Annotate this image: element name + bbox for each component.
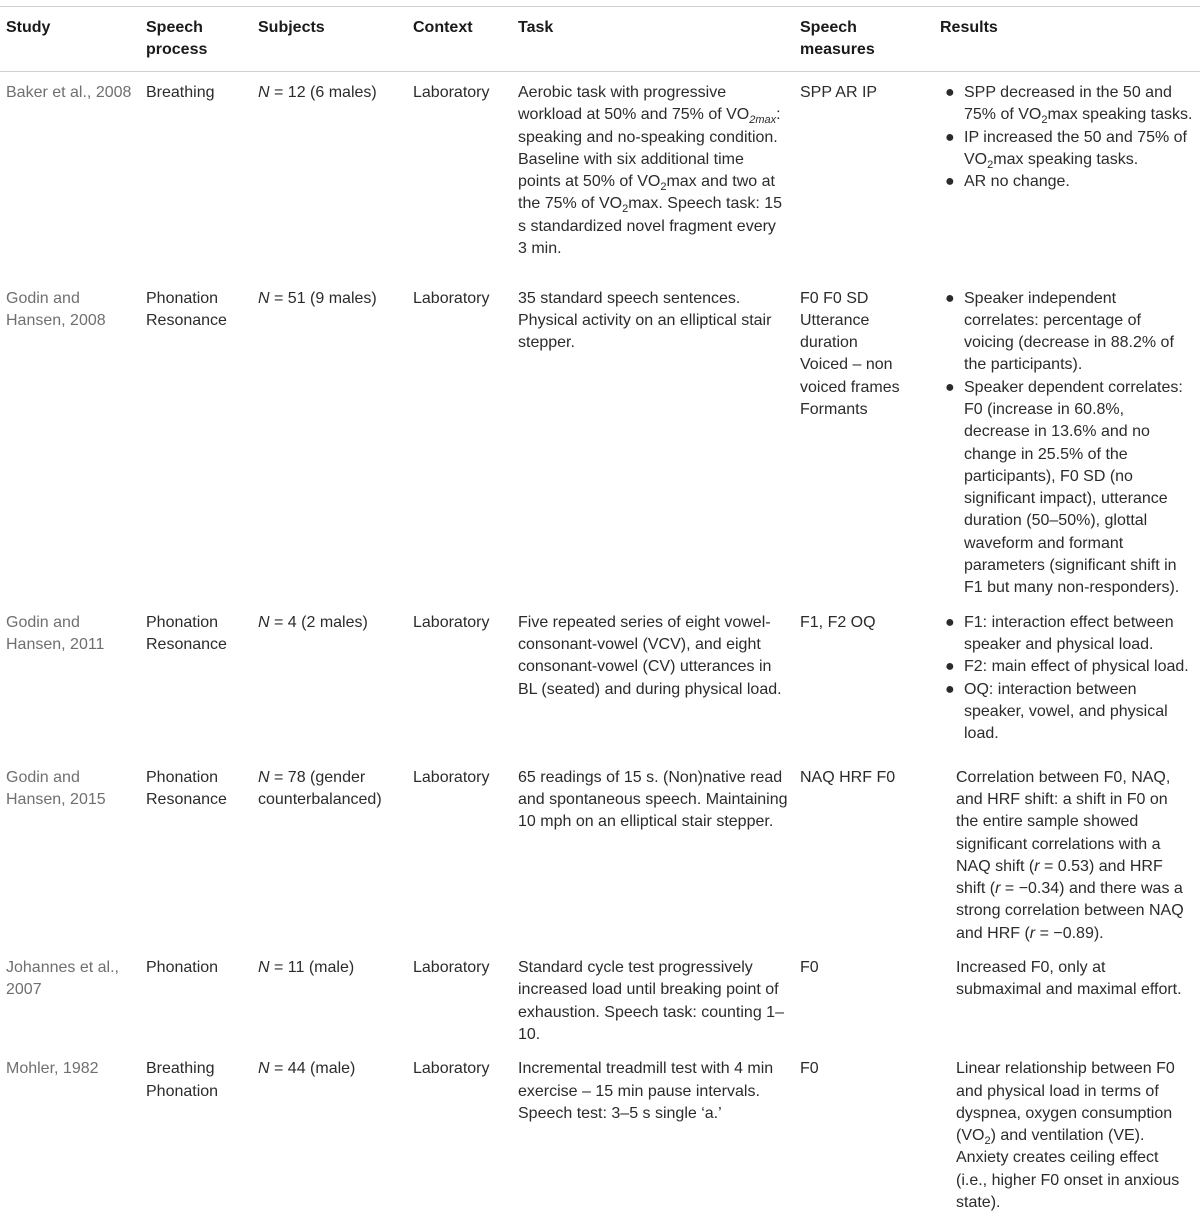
measure-item: NAQ HRF F0 (800, 767, 928, 789)
context-cell: Laboratory (407, 278, 512, 602)
header-context: Context (407, 7, 512, 72)
results-cell (934, 72, 1200, 278)
measure-item: SPP AR IP (800, 82, 928, 104)
n-symbol: N (258, 84, 270, 101)
results-cell (934, 602, 1200, 757)
subjects-cell (252, 602, 407, 757)
speech-process-item: Breathing (146, 82, 246, 104)
measure-item: F0 (800, 957, 928, 979)
results-cell (934, 947, 1200, 1048)
subscript: 2 (622, 204, 628, 216)
result-text: Increased F0, only at submaximal and maximal effort. (940, 957, 1194, 1002)
results-list (940, 288, 1194, 600)
speech-measures-cell (794, 72, 934, 278)
speech-measures-cell (794, 757, 934, 947)
result-text: SPP decreased in the 50 and 75% of VO (964, 84, 1172, 123)
study-cell: Johannes et al., 2007 (0, 947, 140, 1048)
header-subjects: Subjects (252, 7, 407, 72)
result-item (940, 288, 1194, 377)
result-text: Speaker independent correlates: percentage of voicing (decrease in 88.2% of the participants). (964, 290, 1174, 374)
speech-process-item: Phonation (146, 1081, 246, 1103)
result-text (940, 767, 1194, 945)
results-cell (934, 278, 1200, 602)
measure-item: F0 (800, 1058, 928, 1080)
context-cell: Laboratory (407, 1048, 512, 1216)
subjects-text: = 78 (gender counterbalanced) (258, 769, 382, 808)
results-cell (934, 1048, 1200, 1216)
study-cell: Godin and Hansen, 2015 (0, 757, 140, 947)
study-table (0, 6, 1200, 1216)
result-text: AR no change. (964, 173, 1070, 190)
subjects-text: = 11 (male) (270, 959, 355, 976)
speech-process-cell (140, 72, 252, 278)
speech-process-item: Phonation (146, 612, 246, 634)
context-cell: Laboratory (407, 757, 512, 947)
subscript: 2max (749, 114, 776, 126)
bullet-icon: ● (945, 127, 955, 149)
subjects-cell (252, 1048, 407, 1216)
task-text: max and two at the 75% of VO (518, 173, 775, 212)
speech-process-item: Resonance (146, 310, 246, 332)
measure-item: Voiced – non voiced frames (800, 354, 928, 399)
context-cell: Laboratory (407, 602, 512, 757)
task-text: : speaking and no-speaking condition. Baseline with six additional time points at 50% of VO (518, 106, 781, 190)
result-text-part: Correlation between F0, NAQ, and HRF shift: a shift in F0 on the entire sample showed significant correlations with a NAQ shift ( (956, 769, 1170, 875)
task-cell: Incremental treadmill test with 4 min exercise – 15 min pause intervals. Speech test: 3–5 s single ‘a.’ (512, 1048, 794, 1216)
study-cell: Godin and Hansen, 2008 (0, 278, 140, 602)
speech-measures-cell (794, 1048, 934, 1216)
study-cell: Godin and Hansen, 2011 (0, 602, 140, 757)
result-text-part: = −0.89). (1035, 925, 1104, 942)
speech-measures-cell (794, 947, 934, 1048)
r-symbol: r (1034, 858, 1039, 875)
results-list (940, 612, 1194, 746)
result-text: F2: main effect of physical load. (964, 658, 1189, 675)
subscript: 2 (660, 181, 666, 193)
n-symbol: N (258, 1060, 270, 1077)
result-item (940, 82, 1194, 127)
header-study: Study (0, 7, 140, 72)
header-speech-process: Speech process (140, 7, 252, 72)
subscript: 2 (1041, 114, 1047, 126)
bullet-icon: ● (945, 288, 955, 310)
subjects-cell (252, 757, 407, 947)
result-text-part: = −0.34) and there was a strong correlation between NAQ and HRF ( (956, 880, 1184, 942)
speech-process-cell (140, 278, 252, 602)
result-item (940, 127, 1194, 172)
speech-process-item: Phonation (146, 767, 246, 789)
task-cell: Standard cycle test progressively increased load until breaking point of exhaustion. Speech task: counting 1–10. (512, 947, 794, 1048)
speech-process-cell (140, 757, 252, 947)
speech-process-item: Phonation (146, 957, 246, 979)
task-cell: 65 readings of 15 s. (Non)native read and spontaneous speech. Maintaining 10 mph on an elliptical stair stepper. (512, 757, 794, 947)
header-row (0, 7, 1200, 72)
table-row (0, 757, 1200, 947)
n-symbol: N (258, 290, 270, 307)
table-body (0, 72, 1200, 1216)
table-row (0, 1048, 1200, 1216)
header-task: Task (512, 7, 794, 72)
task-cell: Five repeated series of eight vowel-consonant-vowel (VCV), and eight consonant-vowel (CV) utterances in BL (seated) and during physical load. (512, 602, 794, 757)
table-row (0, 947, 1200, 1048)
result-text: F1: interaction effect between speaker and physical load. (964, 614, 1174, 653)
result-item (940, 171, 1194, 193)
bullet-icon: ● (945, 377, 955, 399)
bullet-icon: ● (945, 171, 955, 193)
results-cell (934, 757, 1200, 947)
task-text: Aerobic task with progressive workload at 50% and 75% of VO (518, 84, 749, 123)
result-text-part: ) and ventilation (VE). Anxiety creates ceiling effect (i.e., higher F0 onset in anxious state). (956, 1127, 1179, 1211)
n-symbol: N (258, 614, 270, 631)
result-text: Speaker dependent correlates: F0 (increase in 60.8%, decrease in 13.6% and no change in 25.5% of the participants), F0 SD (no significant impact), utterance duration (50–50%), glottal waveform and formant parameters (significant shift in F1 but many non-responders). (964, 379, 1183, 597)
table-row (0, 72, 1200, 278)
speech-process-cell (140, 602, 252, 757)
header-results: Results (934, 7, 1200, 72)
speech-process-item: Resonance (146, 634, 246, 656)
subjects-text: = 4 (2 males) (270, 614, 368, 631)
table-row (0, 278, 1200, 602)
bullet-icon: ● (945, 679, 955, 701)
subjects-text: = 44 (male) (270, 1060, 356, 1077)
task-cell (512, 72, 794, 278)
r-symbol: r (995, 880, 1000, 897)
context-cell: Laboratory (407, 72, 512, 278)
result-text: max speaking tasks. (1048, 106, 1193, 123)
measure-item: Utterance duration (800, 310, 928, 355)
speech-measures-cell (794, 278, 934, 602)
measure-item: F1, F2 OQ (800, 612, 928, 634)
subjects-text: = 51 (9 males) (270, 290, 377, 307)
result-item (940, 377, 1194, 600)
result-item (940, 612, 1194, 657)
result-text: max speaking tasks. (993, 151, 1138, 168)
subscript: 2 (987, 159, 993, 171)
study-cell: Baker et al., 2008 (0, 72, 140, 278)
speech-process-cell (140, 947, 252, 1048)
bullet-icon: ● (945, 82, 955, 104)
result-text-part: Linear relationship between F0 and physical load in terms of dyspnea, oxygen consumption (VO (956, 1060, 1175, 1144)
speech-measures-cell (794, 602, 934, 757)
n-symbol: N (258, 769, 270, 786)
result-text-part: = 0.53) and HRF shift ( (956, 858, 1163, 897)
bullet-icon: ● (945, 612, 955, 634)
table-row (0, 602, 1200, 757)
task-text: max. Speech task: 15 s standardized novel fragment every 3 min. (518, 195, 782, 257)
subjects-cell (252, 278, 407, 602)
speech-process-item: Breathing (146, 1058, 246, 1080)
measure-item: F0 F0 SD (800, 288, 928, 310)
speech-process-cell (140, 1048, 252, 1216)
header-speech-measures: Speech measures (794, 7, 934, 72)
study-cell: Mohler, 1982 (0, 1048, 140, 1216)
result-text: IP increased the 50 and 75% of VO (964, 129, 1187, 168)
context-cell: Laboratory (407, 947, 512, 1048)
subjects-cell (252, 947, 407, 1048)
subscript: 2 (984, 1135, 990, 1147)
subjects-cell (252, 72, 407, 278)
n-symbol: N (258, 959, 270, 976)
result-text (940, 1058, 1194, 1214)
subjects-text: = 12 (6 males) (270, 84, 377, 101)
table-header (0, 7, 1200, 72)
speech-process-item: Resonance (146, 789, 246, 811)
result-item (940, 656, 1194, 678)
speech-process-item: Phonation (146, 288, 246, 310)
results-list (940, 82, 1194, 193)
result-text: OQ: interaction between speaker, vowel, and physical load. (964, 681, 1168, 743)
result-item (940, 679, 1194, 746)
bullet-icon: ● (945, 656, 955, 678)
r-symbol: r (1030, 925, 1035, 942)
measure-item: Formants (800, 399, 928, 421)
task-cell: 35 standard speech sentences. Physical activity on an elliptical stair stepper. (512, 278, 794, 602)
